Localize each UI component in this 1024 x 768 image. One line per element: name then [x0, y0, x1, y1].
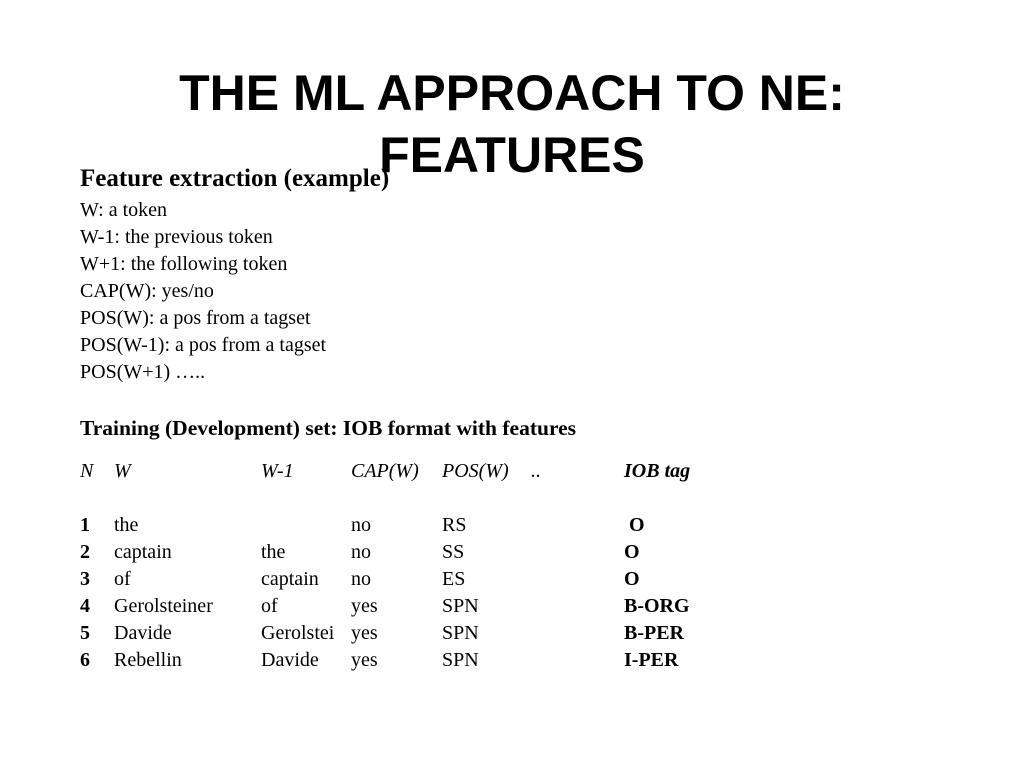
- header-w-1: W-1: [261, 460, 294, 482]
- cell-dots: [531, 566, 624, 593]
- feature-extraction-heading: Feature extraction (example): [80, 165, 390, 192]
- cell-pos: SPN: [442, 622, 479, 644]
- slide-title-line-1: THE ML APPROACH TO NE:: [179, 64, 845, 121]
- header-iob-tag: IOB tag: [624, 460, 691, 482]
- table-spacer-row: [80, 485, 744, 512]
- table-row: [80, 647, 744, 674]
- table-row: [80, 512, 744, 539]
- cell-w: captain: [114, 541, 172, 563]
- cell-pos: SPN: [442, 649, 479, 671]
- cell-w-1: Davide: [261, 649, 319, 671]
- feature-item: POS(W): a pos from a tagset: [80, 307, 311, 329]
- cell-pos: SPN: [442, 595, 479, 617]
- cell-w-1: the: [261, 541, 286, 563]
- cell-iob-tag: I-PER: [624, 649, 679, 671]
- cell-w-1: Gerolstei: [261, 622, 335, 644]
- cell-cap: no: [351, 568, 371, 590]
- header-n: N: [80, 460, 94, 482]
- cell-pos: RS: [442, 514, 467, 536]
- table-row: [80, 566, 744, 593]
- feature-item: W+1: the following token: [80, 253, 288, 275]
- table-row: [80, 593, 744, 620]
- cell-cap: no: [351, 514, 371, 536]
- table-row: [80, 539, 744, 566]
- cell-dots: [531, 647, 624, 674]
- cell-w-1: of: [261, 595, 278, 617]
- cell-iob-tag: O: [624, 568, 640, 590]
- cell-dots: [531, 620, 624, 647]
- cell-w: the: [114, 514, 139, 536]
- header-dots: ..: [531, 460, 541, 482]
- feature-figure: [80, 163, 800, 674]
- cell-iob-tag: O: [624, 541, 640, 563]
- cell-dots: [531, 539, 624, 566]
- slide-title-line-2: FEATURES: [379, 126, 645, 183]
- training-set-heading: Training (Development) set: IOB format with features: [80, 416, 577, 440]
- feature-item: CAP(W): yes/no: [80, 280, 214, 302]
- cell-iob-tag: O: [629, 514, 645, 536]
- feature-item: POS(W-1): a pos from a tagset: [80, 334, 327, 356]
- cell-cap: yes: [351, 595, 378, 617]
- cell-pos: ES: [442, 568, 466, 590]
- cell-n: 3: [80, 568, 90, 590]
- cell-w: Davide: [114, 622, 172, 644]
- cell-n: 2: [80, 541, 90, 563]
- cell-iob-tag: B-ORG: [624, 595, 690, 617]
- cell-iob-tag: B-PER: [624, 622, 684, 644]
- cell-n: 6: [80, 649, 90, 671]
- feature-item: W-1: the previous token: [80, 226, 273, 248]
- header-cap: CAP(W): [351, 460, 419, 482]
- feature-list: [80, 197, 800, 386]
- feature-item: W: a token: [80, 199, 168, 221]
- cell-w-1: captain: [261, 568, 319, 590]
- table-row: [80, 620, 744, 647]
- cell-w-1: [261, 512, 351, 539]
- cell-n: 1: [80, 514, 90, 536]
- cell-w: Gerolsteiner: [114, 595, 213, 617]
- cell-cap: no: [351, 541, 371, 563]
- header-pos: POS(W): [442, 460, 509, 482]
- cell-cap: yes: [351, 649, 378, 671]
- cell-dots: [531, 512, 624, 539]
- cell-w: Rebellin: [114, 649, 182, 671]
- cell-n: 4: [80, 595, 90, 617]
- cell-dots: [531, 593, 624, 620]
- cell-pos: SS: [442, 541, 465, 563]
- feature-item: POS(W+1) …..: [80, 361, 206, 383]
- header-w: W: [114, 460, 131, 482]
- table-header-row: [80, 458, 744, 485]
- iob-table: [80, 458, 744, 674]
- cell-n: 5: [80, 622, 90, 644]
- cell-w: of: [114, 568, 131, 590]
- cell-cap: yes: [351, 622, 378, 644]
